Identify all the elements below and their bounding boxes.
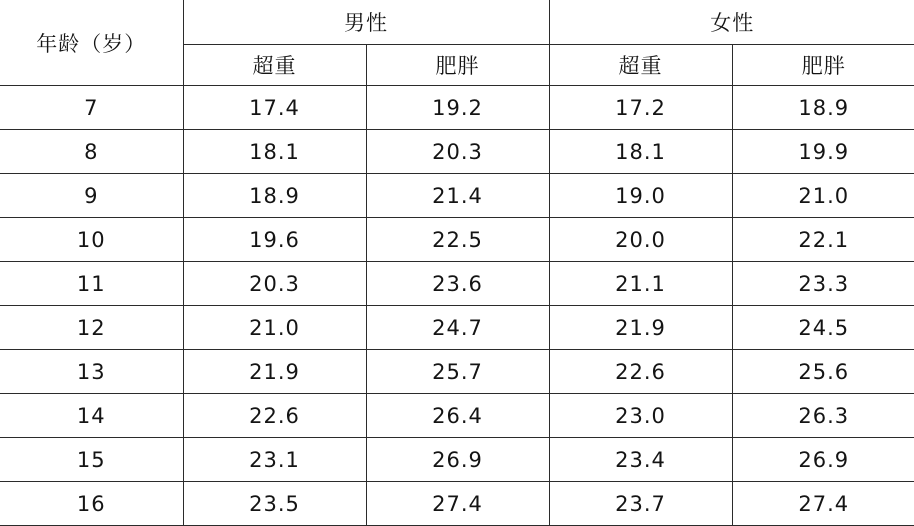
cell-male-obese: 20.3	[366, 130, 549, 174]
cell-female-overweight: 20.0	[549, 218, 732, 262]
cell-age: 14	[0, 394, 183, 438]
cell-age: 16	[0, 482, 183, 526]
cell-male-obese: 24.7	[366, 306, 549, 350]
header-group-male: 男性	[183, 0, 549, 45]
cell-female-overweight: 22.6	[549, 350, 732, 394]
table-row	[0, 218, 914, 262]
cell-female-obese: 26.9	[732, 438, 914, 482]
cell-male-overweight: 21.0	[183, 306, 366, 350]
cell-male-obese: 22.5	[366, 218, 549, 262]
cell-male-obese: 26.4	[366, 394, 549, 438]
cell-age: 15	[0, 438, 183, 482]
cell-female-obese: 27.4	[732, 482, 914, 526]
cell-male-overweight: 21.9	[183, 350, 366, 394]
table-row	[0, 130, 914, 174]
table-row	[0, 394, 914, 438]
cell-male-overweight: 18.9	[183, 174, 366, 218]
cell-female-obese: 24.5	[732, 306, 914, 350]
cell-female-obese: 21.0	[732, 174, 914, 218]
cell-male-overweight: 20.3	[183, 262, 366, 306]
table-header-row-groups	[0, 0, 914, 45]
cell-male-obese: 25.7	[366, 350, 549, 394]
table-row	[0, 350, 914, 394]
cell-female-overweight: 21.9	[549, 306, 732, 350]
cell-female-overweight: 18.1	[549, 130, 732, 174]
header-male-overweight: 超重	[183, 45, 366, 86]
cell-female-overweight: 17.2	[549, 86, 732, 130]
cell-male-obese: 26.9	[366, 438, 549, 482]
header-age-label: 年龄（岁）	[0, 0, 183, 86]
cell-age: 8	[0, 130, 183, 174]
table-row	[0, 174, 914, 218]
cell-age: 11	[0, 262, 183, 306]
cell-male-overweight: 18.1	[183, 130, 366, 174]
cell-female-obese: 23.3	[732, 262, 914, 306]
table-row	[0, 262, 914, 306]
cell-male-overweight: 17.4	[183, 86, 366, 130]
cell-male-overweight: 23.1	[183, 438, 366, 482]
cell-male-overweight: 19.6	[183, 218, 366, 262]
cell-age: 7	[0, 86, 183, 130]
header-group-female: 女性	[549, 0, 914, 45]
cell-female-overweight: 19.0	[549, 174, 732, 218]
cell-age: 10	[0, 218, 183, 262]
cell-female-overweight: 23.7	[549, 482, 732, 526]
cell-female-overweight: 23.4	[549, 438, 732, 482]
cell-female-obese: 26.3	[732, 394, 914, 438]
cell-female-obese: 19.9	[732, 130, 914, 174]
cell-female-obese: 25.6	[732, 350, 914, 394]
cell-female-obese: 18.9	[732, 86, 914, 130]
cell-female-obese: 22.1	[732, 218, 914, 262]
cell-male-obese: 19.2	[366, 86, 549, 130]
cell-male-obese: 27.4	[366, 482, 549, 526]
table-row	[0, 438, 914, 482]
cell-male-overweight: 23.5	[183, 482, 366, 526]
table-row	[0, 306, 914, 350]
cell-age: 12	[0, 306, 183, 350]
cell-age: 9	[0, 174, 183, 218]
header-female-obese: 肥胖	[732, 45, 914, 86]
header-male-obese: 肥胖	[366, 45, 549, 86]
cell-female-overweight: 21.1	[549, 262, 732, 306]
cell-age: 13	[0, 350, 183, 394]
table-row	[0, 86, 914, 130]
cell-female-overweight: 23.0	[549, 394, 732, 438]
cell-male-overweight: 22.6	[183, 394, 366, 438]
cell-male-obese: 21.4	[366, 174, 549, 218]
header-female-overweight: 超重	[549, 45, 732, 86]
cell-male-obese: 23.6	[366, 262, 549, 306]
